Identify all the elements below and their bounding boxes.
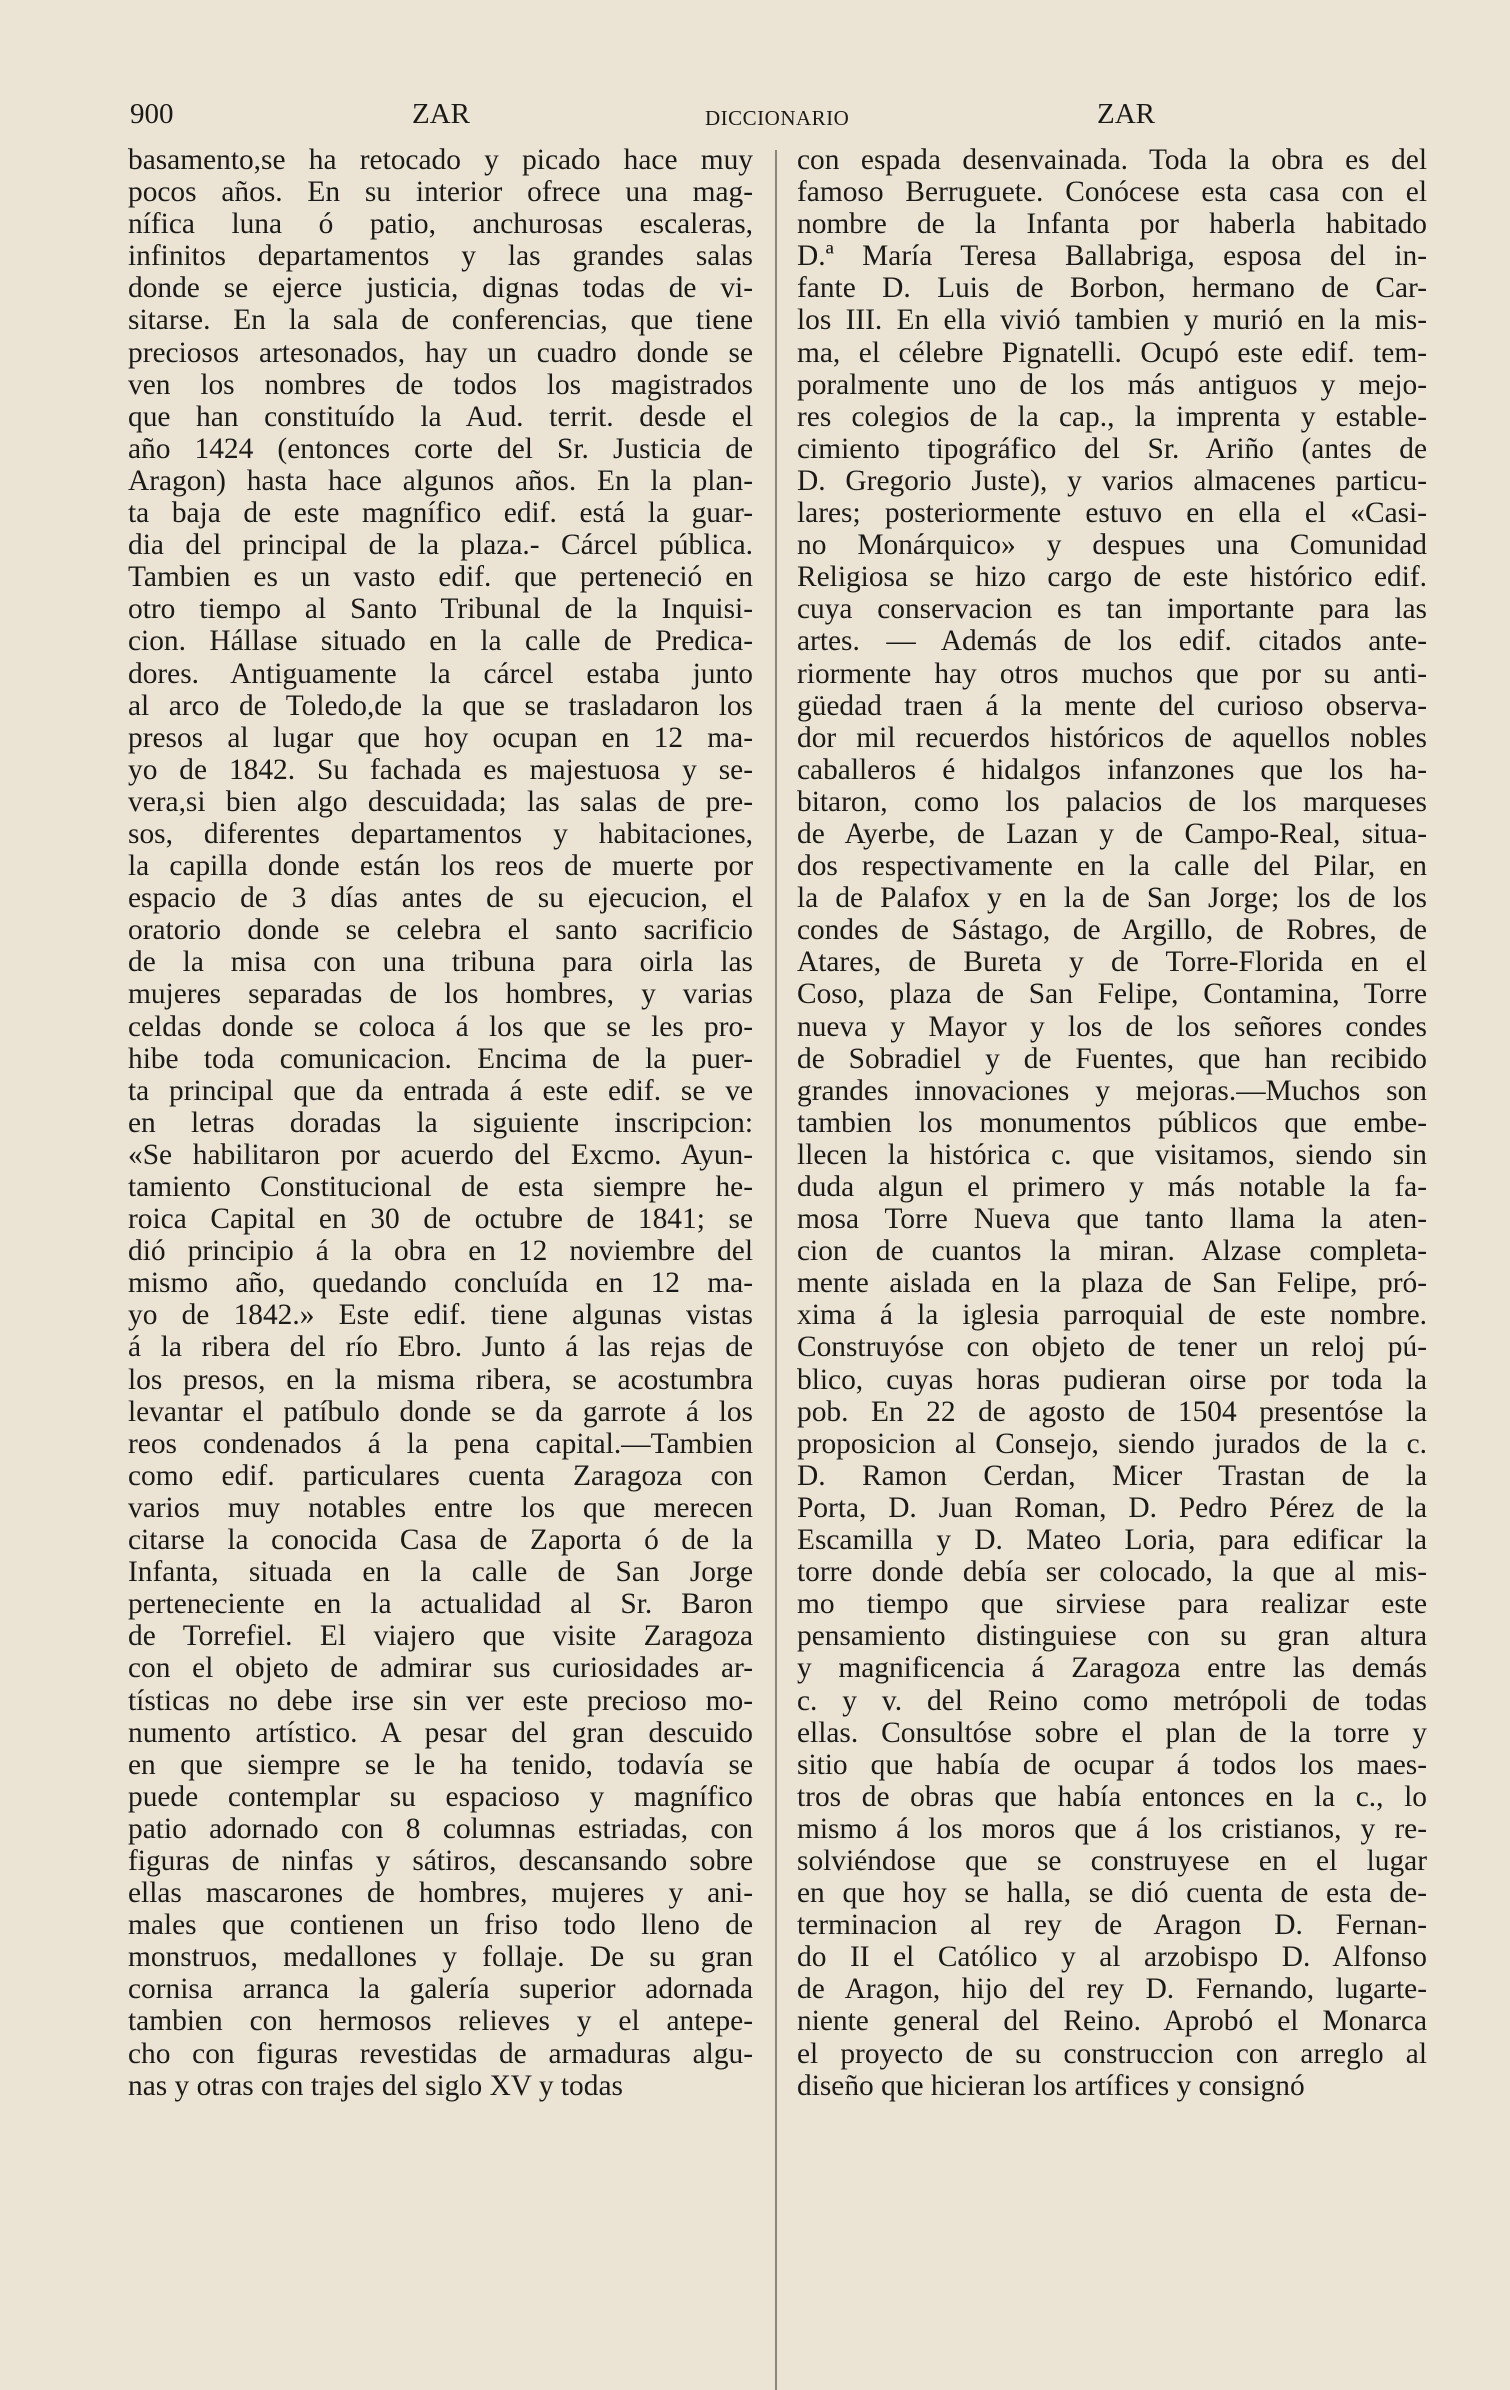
text-line: torre donde debía ser colocado, la que al mis- [797,1556,1427,1589]
text-line: dor mil recuerdos históricos de aquellos nobles [797,721,1427,754]
text-line: Infanta, situada en la calle de San Jorge [128,1556,753,1589]
text-line: cho con figuras revestidas de armaduras algu- [128,2037,753,2070]
text-line: mo tiempo que sirviese para realizar este [797,1588,1427,1621]
text-line: proposicion al Consejo, siendo jurados de la c. [797,1427,1427,1460]
left-text-column [128,144,753,2102]
text-line: los presos, en la misma ribera, se acostumbra [128,1363,753,1396]
text-line: pensamiento distinguiese con su gran altura [797,1620,1427,1653]
text-line: perteneciente en la actualidad al Sr. Baron [128,1588,753,1621]
text-line: y magnificencia á Zaragoza entre las demás [797,1652,1427,1685]
text-line: grandes innovaciones y mejoras.—Muchos son [797,1074,1427,1107]
text-line: varios muy notables entre los que merecen [128,1491,753,1524]
text-line: duda algun el primero y más notable la fa- [797,1171,1427,1203]
text-line: de Sobradiel y de Fuentes, que han recibido [797,1042,1427,1075]
text-line: de la misa con una tribuna para oirla las [128,946,753,979]
text-line: dia del principal de la plaza.- Cárcel pública. [128,529,753,562]
text-line: mismo á los moros que á los cristianos, y re- [797,1812,1427,1845]
text-line: cion. Hállase situado en la calle de Predica- [128,625,753,658]
text-line: sitarse. En la sala de conferencias, que tiene [128,304,753,337]
text-line: riormente hay otros muchos que por su anti- [797,657,1427,690]
text-line: citarse la conocida Casa de Zaporta ó de la [128,1524,753,1557]
text-line: dos respectivamente en la calle del Pilar, en [797,850,1427,883]
text-line: llecen la histórica c. que visitamos, siendo sin [797,1138,1427,1171]
text-line: D. Ramon Cerdan, Micer Trastan de la [797,1459,1427,1492]
text-line: la de Palafox y en la de San Jorge; los de los [797,882,1427,915]
text-line: preciosos artesonados, hay un cuadro donde se [128,336,753,369]
text-line: niente general del Reino. Aprobó el Monarca [797,2005,1427,2038]
text-line: nombre de la Infanta por haberla habitado [797,208,1427,241]
text-line: Escamilla y D. Mateo Loria, para edificar la [797,1524,1427,1557]
text-line: males que contienen un friso todo lleno de [128,1909,753,1942]
text-line: ta baja de este magnífico edif. está la guar- [128,497,753,530]
text-line: al arco de Toledo,de la que se trasladaron los [128,689,753,722]
text-line: solviéndose que se construyese en el lugar [797,1844,1427,1877]
text-line: lares; posteriormente estuvo en ella el «Casi- [797,497,1427,530]
text-line: á la ribera del río Ebro. Junto á las rejas de [128,1331,753,1364]
text-line: Tambien es un vasto edif. que perteneció en [128,561,753,594]
text-line: dores. Antiguamente la cárcel estaba junto [128,657,753,690]
text-line: roica Capital en 30 de octubre de 1841; se [128,1203,753,1236]
column-divider [775,150,777,2390]
text-line: Porta, D. Juan Roman, D. Pedro Pérez de la [797,1491,1427,1524]
text-line: pob. En 22 de agosto de 1504 presentóse la [797,1395,1427,1428]
text-line: fante D. Luis de Borbon, hermano de Car- [797,272,1427,305]
text-line: otro tiempo al Santo Tribunal de la Inquisi- [128,593,753,626]
text-line: famoso Berruguete. Conócese esta casa con el [797,176,1427,209]
text-line: basamento,se ha retocado y picado hace muy [128,144,753,176]
text-line: espacio de 3 días antes de su ejecucion, el [128,882,753,915]
text-line: oratorio donde se celebra el santo sacrificio [128,914,753,947]
text-line: yo de 1842.» Este edif. tiene algunas vistas [128,1299,753,1332]
right-running-title: ZAR [1097,98,1155,130]
text-line: con el objeto de admirar sus curiosidades ar- [128,1652,753,1685]
text-line: güedad traen á la mente del curioso observa- [797,689,1427,722]
text-line: levantar el patíbulo donde se da garrote á los [128,1395,753,1428]
text-line: D.ª María Teresa Ballabriga, esposa del in- [797,240,1427,273]
text-line: cimiento tipográfico del Sr. Ariño (antes de [797,432,1427,465]
right-text-column [797,144,1427,2102]
text-line: terminacion al rey de Aragon D. Fernan- [797,1909,1427,1942]
text-line: la capilla donde están los reos de muerte por [128,850,753,883]
text-line: Atares, de Bureta y de Torre-Florida en el [797,946,1427,979]
text-line: monstruos, medallones y follaje. De su gran [128,1941,753,1974]
text-line: no Monárquico» y despues una Comunidad [797,529,1427,562]
text-line: presos al lugar que hoy ocupan en 12 ma- [128,721,753,754]
text-line: reos condenados á la pena capital.—Tambien [128,1427,753,1460]
text-line: ellas mascarones de hombres, mujeres y ani- [128,1877,753,1910]
text-line: sos, diferentes departamentos y habitaciones, [128,817,753,850]
text-line: bitaron, como los palacios de los marqueses [797,785,1427,818]
text-line: mente aislada en la plaza de San Felipe, pró- [797,1267,1427,1300]
text-line: artes. — Además de los edif. citados ante- [797,625,1427,658]
text-line: Aragon) hasta hace algunos años. En la plan- [128,464,753,497]
text-line: en que siempre se le ha tenido, todavía se [128,1748,753,1781]
text-line: mismo año, quedando concluída en 12 ma- [128,1267,753,1300]
text-line: que han constituído la Aud. territ. desde el [128,400,753,433]
text-line: numento artístico. A pesar del gran descuido [128,1716,753,1749]
text-line: cornisa arranca la galería superior adornada [128,1973,753,2006]
text-line: ta principal que da entrada á este edif. se ve [128,1074,753,1107]
text-line: el proyecto de su construccion con arreglo al [797,2037,1427,2070]
text-line: xima á la iglesia parroquial de este nombre. [797,1299,1427,1332]
text-line: condes de Sástago, de Argillo, de Robres, de [797,914,1427,947]
text-line: c. y v. del Reino como metrópoli de todas [797,1684,1427,1717]
text-line: de Aragon, hijo del rey D. Fernando, lugarte- [797,1973,1427,2006]
text-line: pocos años. En su interior ofrece una mag- [128,176,753,209]
text-line: nueva y Mayor y los de los señores condes [797,1010,1427,1043]
left-running-title: ZAR [412,98,470,130]
text-line: de Torrefiel. El viajero que visite Zaragoza [128,1620,753,1653]
text-line: poralmente uno de los más antiguos y mejo- [797,368,1427,401]
text-line: los III. En ella vivió tambien y murió en la mis- [797,304,1427,337]
text-line: nífica luna ó patio, anchurosas escaleras, [128,208,753,241]
text-line: Religiosa se hizo cargo de este histórico edif. [797,561,1427,594]
text-line: patio adornado con 8 columnas estriadas, con [128,1812,753,1845]
center-title: DICCIONARIO [705,106,850,130]
text-line: en que hoy se halla, se dió cuenta de esta de- [797,1877,1427,1910]
text-line: sitio que había de ocupar á todos los maes- [797,1748,1427,1781]
text-line: dió principio á la obra en 12 noviembre del [128,1235,753,1268]
text-line: mujeres separadas de los hombres, y varias [128,978,753,1011]
text-line: caballeros é hidalgos infanzones que los ha- [797,753,1427,786]
text-line: tros de obras que había entonces en la c., lo [797,1780,1427,1813]
running-header [130,98,1410,140]
text-line: cuya conservacion es tan importante para las [797,593,1427,626]
text-line: puede contemplar su espacioso y magnífico [128,1780,753,1813]
text-line: D. Gregorio Juste), y varios almacenes particu- [797,464,1427,497]
text-line: tambien los monumentos públicos que embe- [797,1106,1427,1139]
page-number: 900 [130,98,174,130]
text-line: infinitos departamentos y las grandes salas [128,240,753,273]
text-line: do II el Católico y al arzobispo D. Alfonso [797,1941,1427,1974]
text-line: hibe toda comunicacion. Encima de la puer- [128,1042,753,1075]
text-line: res colegios de la cap., la imprenta y estable- [797,400,1427,433]
text-line: en letras doradas la siguiente inscripcion: [128,1106,753,1139]
text-line: vera,si bien algo descuidada; las salas de pre- [128,785,753,818]
text-line: celdas donde se coloca á los que se les pro- [128,1010,753,1043]
text-line: de Ayerbe, de Lazan y de Campo-Real, situa- [797,817,1427,850]
text-line: Construyóse con objeto de tener un reloj pú- [797,1331,1427,1364]
text-line: figuras de ninfas y sátiros, descansando sobre [128,1844,753,1877]
text-line: cion de cuantos la miran. Alzase completa- [797,1235,1427,1268]
text-line: ven los nombres de todos los magistrados [128,368,753,401]
text-line: como edif. particulares cuenta Zaragoza con [128,1459,753,1492]
text-line: tísticas no debe irse sin ver este precioso mo- [128,1684,753,1717]
text-line: diseño que hicieran los artífices y consignó [797,2069,1305,2102]
text-line: ma, el célebre Pignatelli. Ocupó este edif. tem- [797,336,1427,369]
text-line: con espada desenvainada. Toda la obra es del [797,144,1427,176]
text-line: yo de 1842. Su fachada es majestuosa y se- [128,753,753,786]
text-line: tamiento Constitucional de esta siempre he- [128,1171,753,1203]
text-line: donde se ejerce justicia, dignas todas de vi- [128,272,753,305]
text-line: «Se habilitaron por acuerdo del Excmo. Ayun- [128,1138,753,1171]
text-line: año 1424 (entonces corte del Sr. Justicia de [128,432,753,465]
text-line: blico, cuyas horas pudieran oirse por toda la [797,1363,1427,1396]
text-line: nas y otras con trajes del siglo XV y todas [128,2069,623,2102]
text-line: mosa Torre Nueva que tanto llama la aten- [797,1203,1427,1236]
text-line: Coso, plaza de San Felipe, Contamina, Torre [797,978,1427,1011]
text-line: ellas. Consultóse sobre el plan de la torre y [797,1716,1427,1749]
text-line: tambien con hermosos relieves y el antepe- [128,2005,753,2038]
